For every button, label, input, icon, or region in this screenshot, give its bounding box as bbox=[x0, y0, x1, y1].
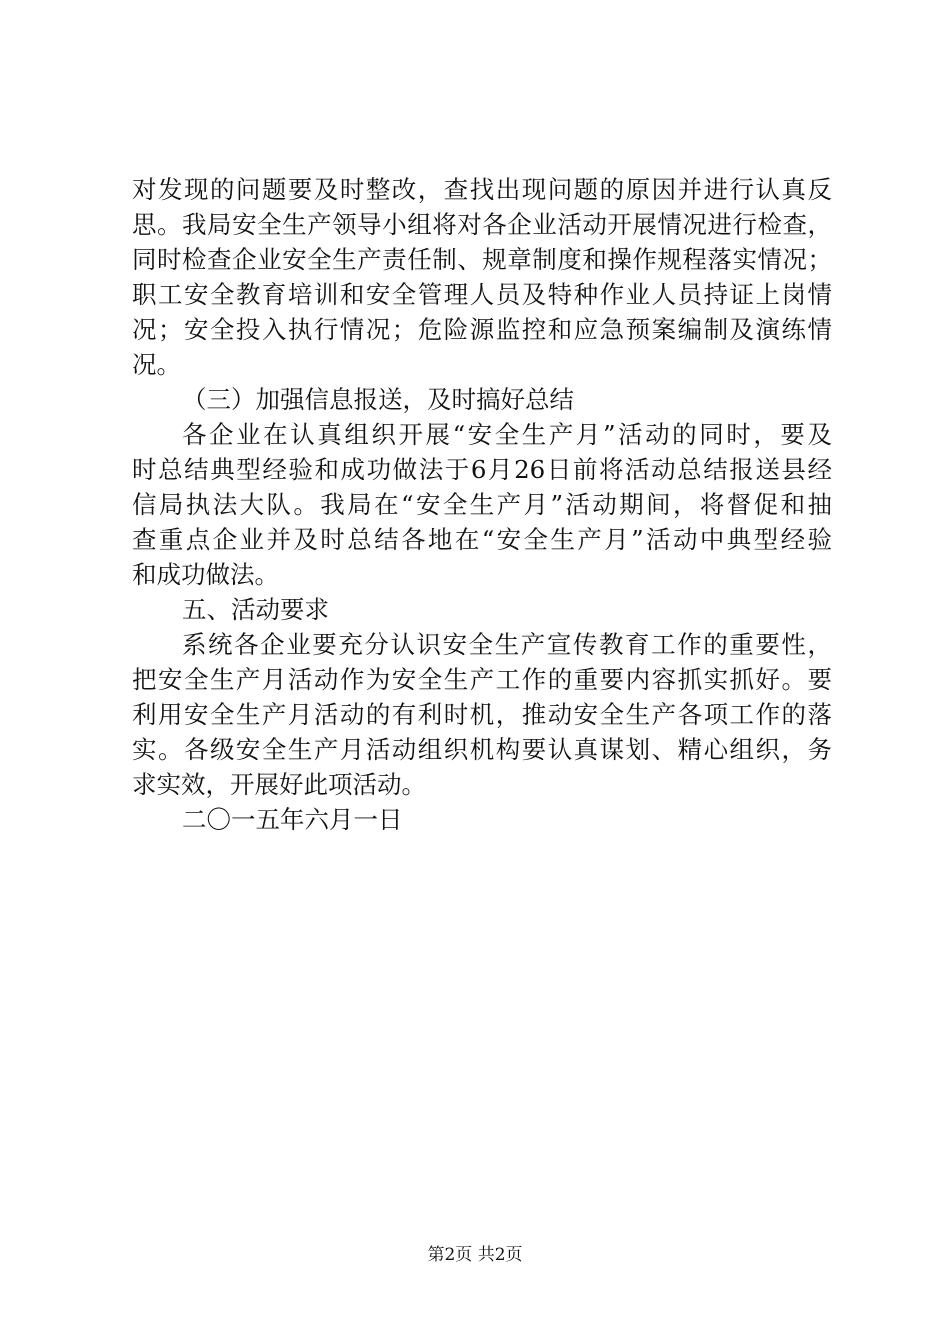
body-line: 同时检查企业安全生产责任制、规章制度和操作规程落实情况； bbox=[132, 245, 832, 274]
body-line: 求实效，开展好此项活动。 bbox=[132, 770, 426, 799]
body-line: 况；安全投入执行情况；危险源监控和应急预案编制及演练情 bbox=[132, 315, 832, 344]
body-line: 对发现的问题要及时整改，查找出现问题的原因并进行认真反 bbox=[132, 175, 832, 204]
body-line: 实。各级安全生产月活动组织机构要认真谋划、精心组织，务 bbox=[132, 735, 832, 764]
body-line: 各企业在认真组织开展“安全生产月”活动的同时，要及 bbox=[182, 420, 832, 449]
body-line: 查重点企业并及时总结各地在“安全生产月”活动中典型经验 bbox=[132, 525, 832, 554]
body-line: 职工安全教育培训和安全管理人员及特种作业人员持证上岗情 bbox=[132, 280, 832, 309]
body-line: 时总结典型经验和成功做法于6月26日前将活动总结报送县经 bbox=[132, 455, 832, 484]
document-date: 二〇一五年六月一日 bbox=[182, 805, 403, 834]
body-line: 利用安全生产月活动的有利时机，推动安全生产各项工作的落 bbox=[132, 700, 832, 729]
body-line: 信局执法大队。我局在“安全生产月”活动期间，将督促和抽 bbox=[132, 490, 832, 519]
section-heading: （三）加强信息报送，及时搞好总结 bbox=[182, 385, 574, 414]
body-line: 思。我局安全生产领导小组将对各企业活动开展情况进行检查， bbox=[132, 210, 832, 239]
document-body bbox=[132, 172, 832, 837]
section-heading: 五、活动要求 bbox=[182, 595, 329, 624]
body-line: 把安全生产月活动作为安全生产工作的重要内容抓实抓好。要 bbox=[132, 665, 832, 694]
body-line: 况。 bbox=[132, 350, 181, 379]
body-line: 系统各企业要充分认识安全生产宣传教育工作的重要性， bbox=[182, 630, 832, 659]
page-number-footer: 第2页 共2页 bbox=[427, 1245, 523, 1265]
body-line: 和成功做法。 bbox=[132, 560, 279, 589]
